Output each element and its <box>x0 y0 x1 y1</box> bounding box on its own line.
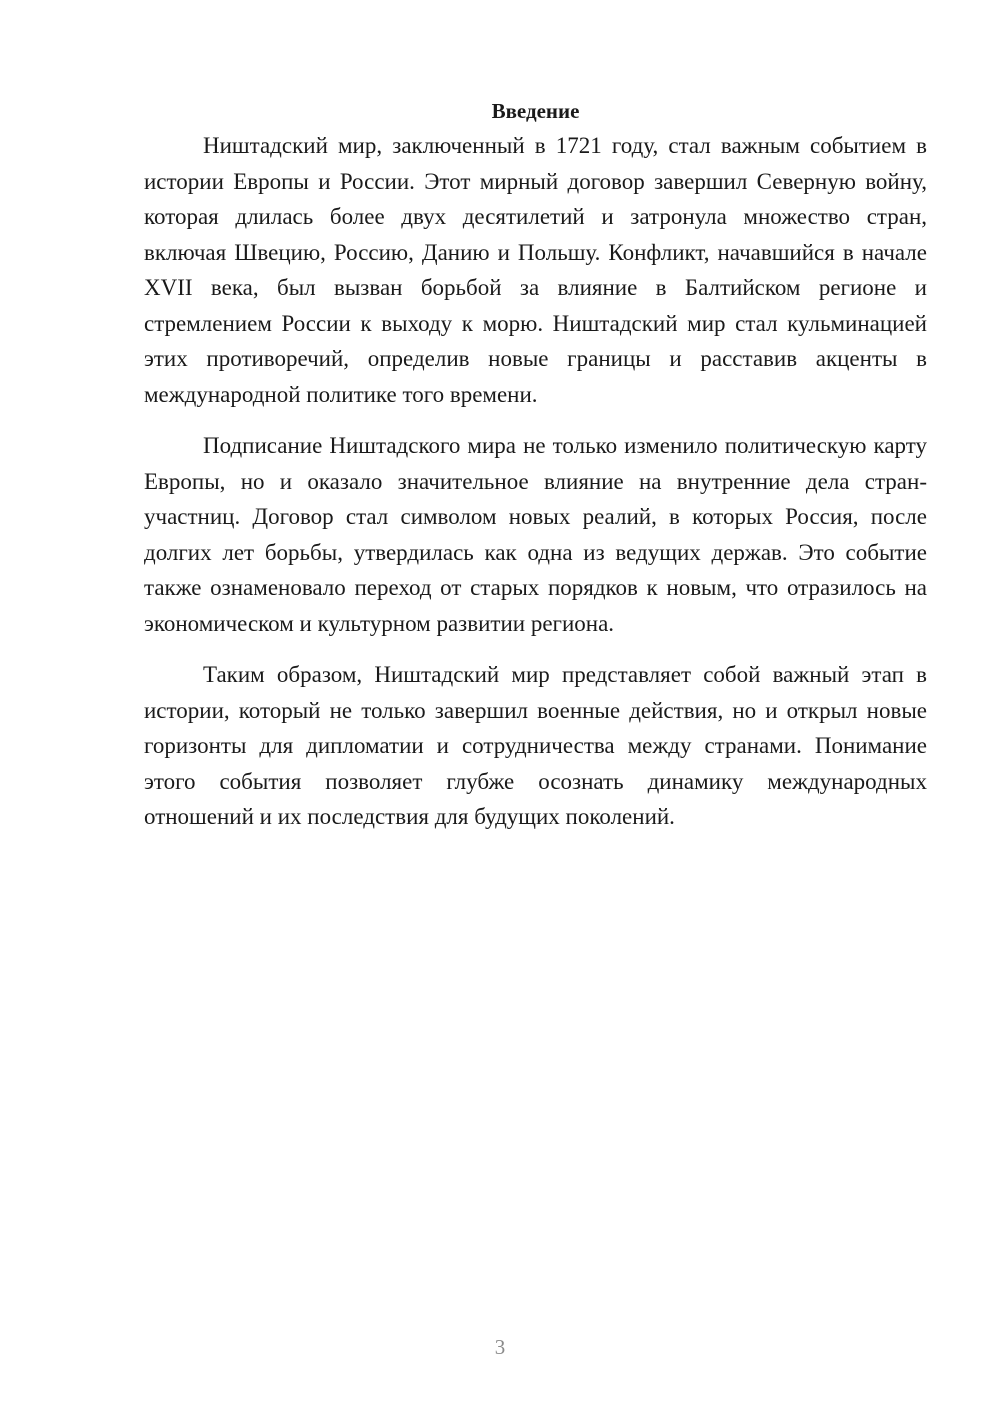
page-content <box>144 96 927 851</box>
section-heading: Введение <box>491 99 580 123</box>
page-number: 3 <box>494 1335 506 1359</box>
paragraph-2: Подписание Ништадского мира не только изменило политическую карту Европы, но и оказало значительное влияние на внутренние дела стран-участниц. Договор стал символом новых реалий, в которых Россия, после долгих лет борьбы, утвердилась как одна из ведущих держав. Это событие также ознаменовало переход от старых порядков к новым, что отразилось на экономическом и культурном развитии региона. <box>144 433 927 636</box>
paragraph-1: Ништадский мир, заключенный в 1721 году, стал важным событием в истории Европы и России. Этот мирный договор завершил Северную войну, которая длилась более двух десятилетий и затронула множество стран, включая Швецию, Россию, Данию и Польшу. Конфликт, начавшийся в начале XVII века, был вызван борьбой за влияние в Балтийском регионе и стремлением России к выходу к морю. Ништадский мир стал кульминацией этих противоречий, определив новые границы и расставив акценты в международной политике того времени. <box>144 133 927 407</box>
paragraph-3: Таким образом, Ништадский мир представляет собой важный этап в истории, который не только завершил военные действия, но и открыл новые горизонты для дипломатии и сотрудничества между странами. Понимание этого события позволяет глубже осознать динамику международных отношений и их последствия для будущих поколений. <box>144 662 927 829</box>
